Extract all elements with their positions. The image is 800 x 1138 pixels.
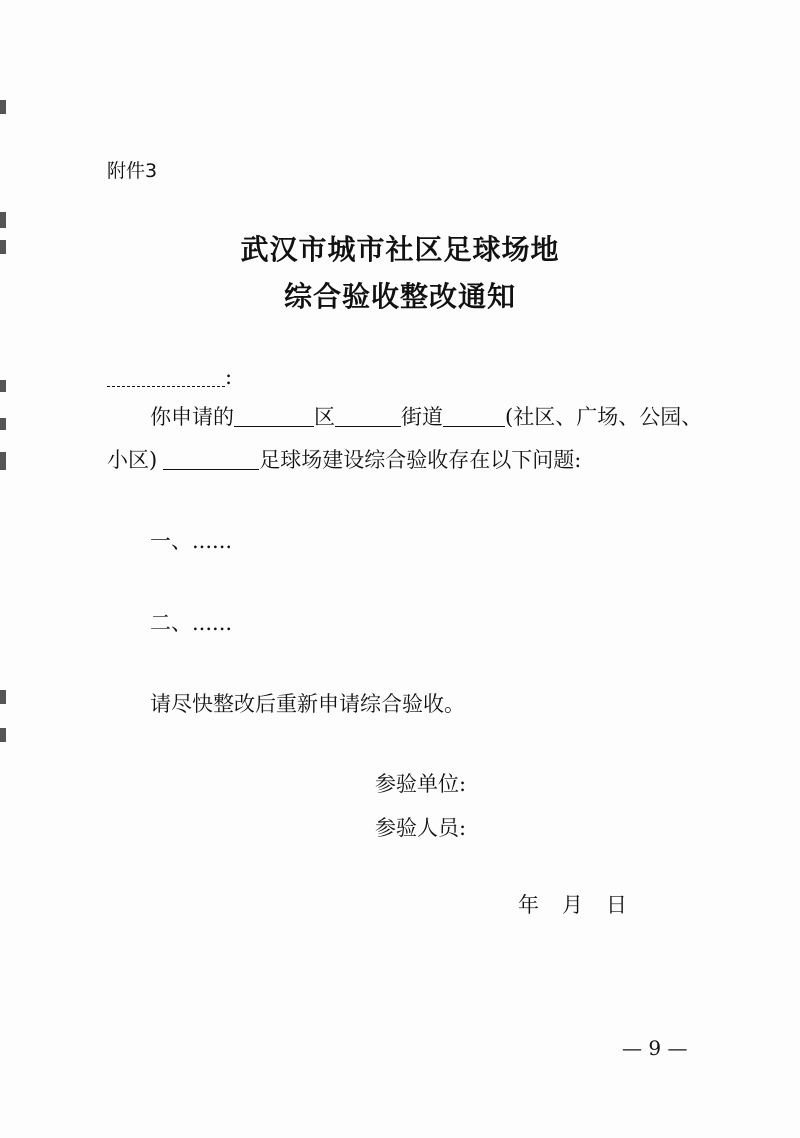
issue-item: 一、...... bbox=[150, 529, 233, 553]
district-suffix: 区 bbox=[314, 405, 335, 429]
body-prefix: 你申请的 bbox=[150, 405, 234, 429]
margin-mark bbox=[0, 690, 6, 704]
margin-mark bbox=[0, 380, 6, 392]
street-suffix: 街道 bbox=[401, 405, 443, 429]
month-label: 月 bbox=[562, 893, 584, 917]
margin-mark bbox=[0, 100, 6, 114]
document-title-line1: 武汉市城市社区足球场地 bbox=[240, 233, 560, 266]
street-blank bbox=[335, 404, 401, 427]
margin-mark bbox=[0, 212, 6, 228]
body-line2 bbox=[107, 444, 581, 474]
body-line1 bbox=[150, 401, 702, 431]
venue-options-end: 小区) bbox=[107, 448, 158, 472]
addressee-blank bbox=[107, 364, 225, 387]
attachment-label: 附件3 bbox=[107, 160, 158, 182]
addressee-line bbox=[107, 364, 232, 389]
margin-mark bbox=[0, 452, 6, 470]
page-number: — 9 — bbox=[622, 1036, 688, 1060]
year-label: 年 bbox=[518, 893, 540, 917]
venue-name-blank bbox=[163, 447, 259, 470]
venue-blank bbox=[443, 404, 505, 427]
date-line bbox=[518, 889, 628, 919]
district-blank bbox=[234, 404, 314, 427]
request-text: 请尽快整改后重新申请综合验收。 bbox=[150, 692, 465, 716]
inspection-unit-label: 参验单位: bbox=[375, 772, 467, 796]
venue-options-start: (社区、广场、公园、 bbox=[505, 405, 703, 429]
issue-item: 二、...... bbox=[150, 611, 233, 635]
document-title-line2: 综合验收整改通知 bbox=[283, 280, 516, 313]
inspection-person-label: 参验人员: bbox=[375, 816, 467, 840]
addressee-colon: : bbox=[225, 365, 233, 389]
margin-mark bbox=[0, 418, 6, 430]
margin-mark bbox=[0, 728, 6, 742]
day-label: 日 bbox=[606, 893, 628, 917]
body-line2-suffix: 足球场建设综合验收存在以下问题: bbox=[259, 448, 582, 472]
